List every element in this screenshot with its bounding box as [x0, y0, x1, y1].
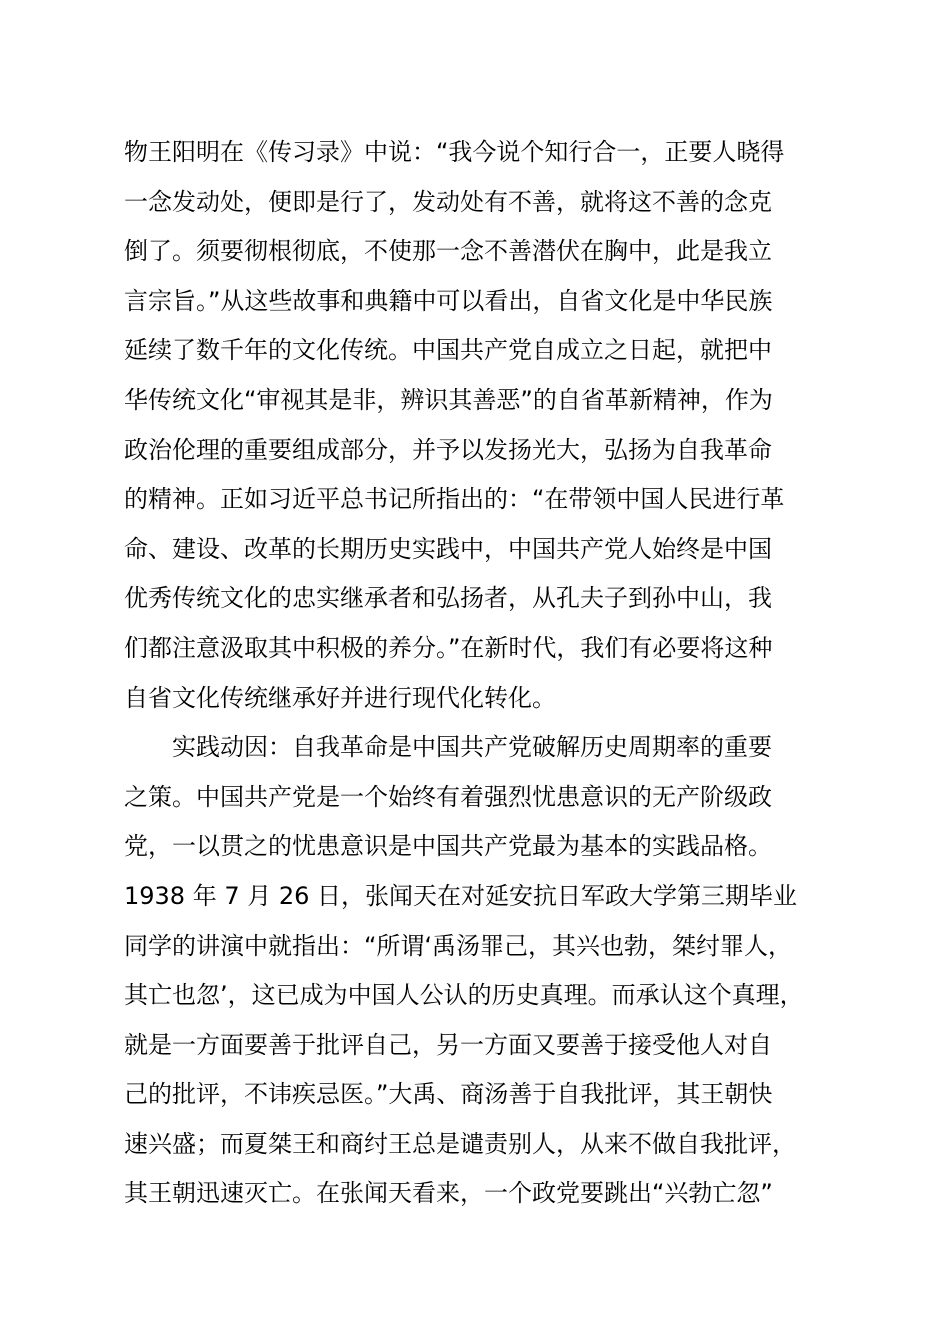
text-line: 一念发动处，便即是行了，发动处有不善，就将这不善的念克: [124, 187, 772, 216]
body-text: [124, 128, 864, 1219]
text-line: 优秀传统文化的忠实继承者和弘扬者，从孔夫子到孙中山，我: [124, 584, 772, 613]
text-line: 命、建设、改革的长期历史实践中，中国共产党人始终是中国: [124, 534, 772, 563]
text-line: 其亡也忽’，这已成为中国人公认的历史真理。而承认这个真理，: [124, 981, 804, 1010]
text-line: 物王阳明在《传习录》中说：“我今说个知行合一，正要人晓得: [124, 138, 785, 166]
text-line: 其王朝迅速灭亡。在张闻天看来，一个政党要跳出“兴勃亡忽”: [124, 1179, 773, 1208]
text-line: 们都注意汲取其中积极的养分。”在新时代，我们有必要将这种: [124, 633, 773, 662]
text-line: 延续了数千年的文化传统。中国共产党自成立之日起，就把中: [124, 336, 772, 365]
text-line: 华传统文化“审视其是非，辨识其善恶”的自省革新精神，作为: [124, 385, 773, 414]
text-line: 政治伦理的重要组成部分，并予以发扬光大，弘扬为自我革命: [124, 435, 772, 464]
text-line: 党，一以贯之的忧患意识是中国共产党最为基本的实践品格。: [124, 832, 772, 861]
text-line: 同学的讲演中就指出：“所谓‘禹汤罪己，其兴也勃，桀纣罪人，: [124, 931, 793, 960]
paragraph-start-line: 实践动因：自我革命是中国共产党破解历史周期率的重要: [124, 733, 772, 762]
text-line: 就是一方面要善于批评自己，另一方面又要善于接受他人对自: [124, 1030, 772, 1059]
text-line: 言宗旨。”从这些故事和典籍中可以看出，自省文化是中华民族: [124, 286, 773, 315]
text-line: 1938 年 7 月 26 日，张闻天在对延安抗日军政大学第三期毕业: [124, 881, 798, 910]
text-line: 速兴盛；而夏桀王和商纣王总是谴责别人，从来不做自我批评，: [124, 1129, 796, 1158]
text-line: 己的批评，不讳疾忌医。”大禹、商汤善于自我批评，其王朝快: [124, 1080, 773, 1109]
text-line: 的精神。正如习近平总书记所指出的：“在带领中国人民进行革: [124, 485, 785, 514]
text-line: 之策。中国共产党是一个始终有着强烈忧患意识的无产阶级政: [124, 782, 772, 811]
text-line: 自省文化传统继承好并进行现代化转化。: [124, 683, 556, 712]
text-line: 倒了。须要彻根彻底，不使那一念不善潜伏在胸中，此是我立: [124, 237, 772, 266]
